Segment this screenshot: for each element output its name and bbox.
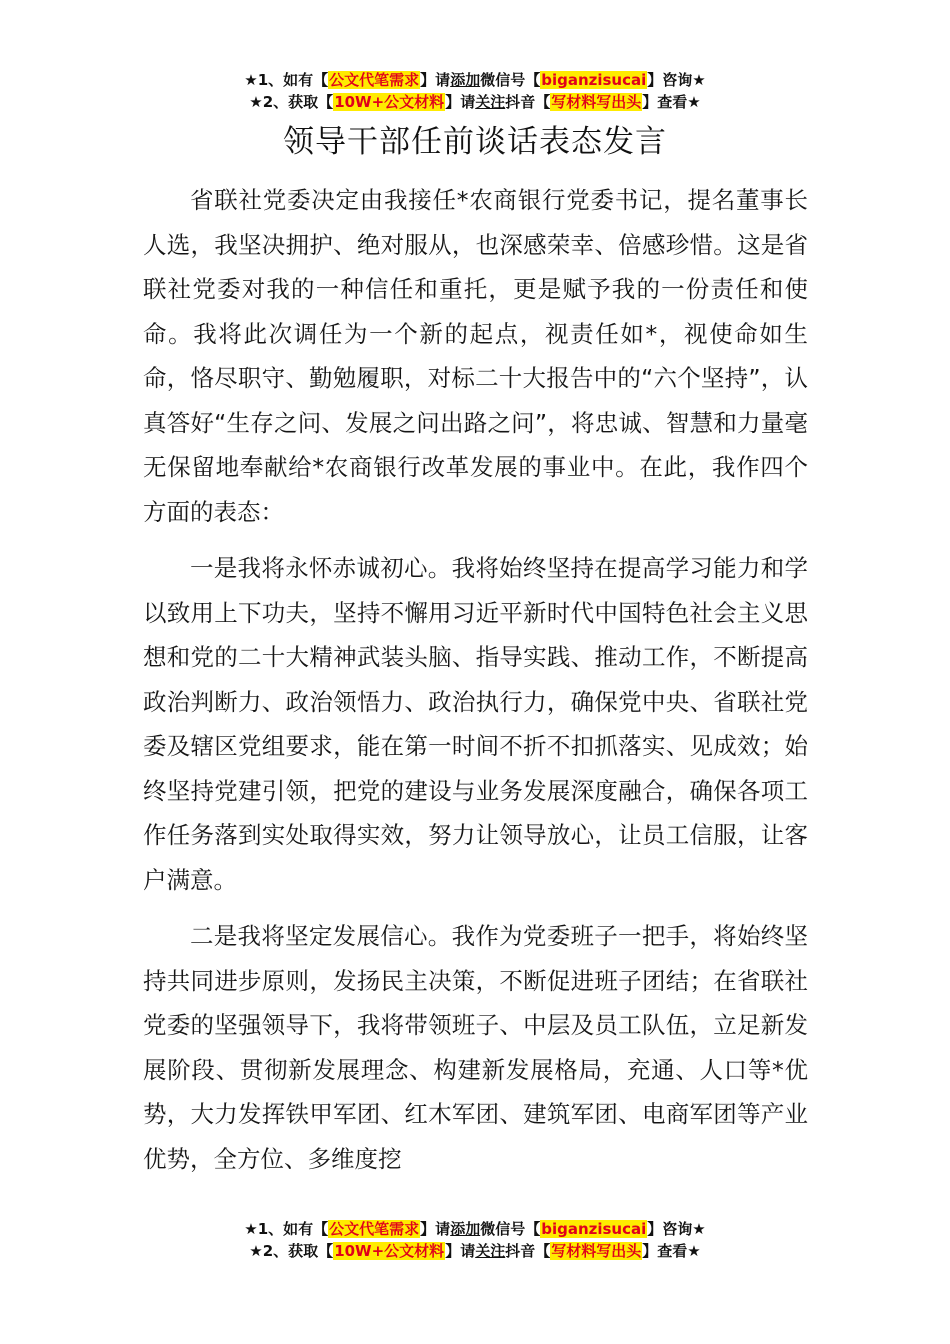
promo-text: 】请 (420, 1220, 451, 1238)
promo-text: 关注 (475, 1242, 506, 1260)
promo-line-2 (0, 1240, 950, 1262)
promo-text: 】查看★ (642, 93, 701, 111)
promo-highlight: 写材料写出头 (551, 93, 642, 111)
promo-highlight: biganzisucai (541, 71, 647, 89)
promo-text: 】请 (445, 1242, 476, 1260)
promo-text: 】咨询★ (647, 1220, 706, 1238)
promo-text: ★2、获取【 (249, 1242, 334, 1260)
document-body (143, 178, 808, 1181)
paragraph-point-one: 一是我将永怀赤诚初心。我将始终坚持在提高学习能力和学以致用上下功夫，坚持不懈用习近平新时代中国特色社会主义思想和党的二十大精神武装头脑、指导实践、推动工作，不断提高政治判断力、政治领悟力、政治执行力，确保党中央、省联社党委及辖区党组要求，能在第一时间不折不扣抓落实、见成效；始终坚持党建引领，把党的建设与业务发展深度融合，确保各项工作任务落到实处取得实效，努力让领导放心，让员工信服，让客户满意。 (143, 554, 808, 894)
promo-line-1 (0, 69, 950, 91)
promo-text: 关注 (475, 93, 506, 111)
promo-text: 】咨询★ (647, 71, 706, 89)
promo-highlight: 10W+公文材料 (334, 93, 445, 111)
promo-text: 】请 (445, 93, 476, 111)
promo-text: ★1、如有【 (244, 1220, 329, 1238)
promo-line-2 (0, 91, 950, 113)
promo-line-1 (0, 1218, 950, 1240)
promo-highlight: biganzisucai (541, 1220, 647, 1238)
top-promo-banner (0, 69, 950, 113)
promo-highlight: 公文代笔需求 (329, 1220, 420, 1238)
promo-text: 】请 (420, 71, 451, 89)
promo-text: ★1、如有【 (244, 71, 329, 89)
promo-text: 微信号【 (480, 71, 541, 89)
paragraph-intro: 省联社党委决定由我接任*农商银行党委书记，提名董事长人选，我坚决拥护、绝对服从，也深感荣幸、倍感珍惜。这是省联社党委对我的一种信任和重托，更是赋予我的一份责任和使命。我将此次调任为一个新的起点，视责任如*，视使命如生命，恪尽职守、勤勉履职，对标二十大报告中的“六个坚持”，认真答好“生存之问、发展之问出路之问”，将忠诚、智慧和力量毫无保留地奉献给*农商银行改革发展的事业中。在此，我作四个方面的表态： (143, 186, 808, 526)
promo-text: 抖音【 (505, 93, 551, 111)
promo-text: ★2、获取【 (249, 93, 334, 111)
promo-highlight: 10W+公文材料 (334, 1242, 445, 1260)
promo-highlight: 公文代笔需求 (329, 71, 420, 89)
bottom-promo-banner (0, 1218, 950, 1262)
promo-text: 抖音【 (505, 1242, 551, 1260)
promo-highlight: 写材料写出头 (551, 1242, 642, 1260)
document-title: 领导干部任前谈话表态发言 (283, 124, 667, 160)
paragraph-point-two: 二是我将坚定发展信心。我作为党委班子一把手，将始终坚持共同进步原则，发扬民主决策，不断促进班子团结；在省联社党委的坚强领导下，我将带领班子、中层及员工队伍，立足新发展阶段、贯彻新发展理念、构建新发展格局，充通、人口等*优势，大力发挥铁甲军团、红木军团、建筑军团、电商军团等产业优势，全方位、多维度挖 (143, 922, 808, 1173)
promo-text: 微信号【 (480, 1220, 541, 1238)
promo-text: 添加 (450, 71, 481, 89)
promo-text: 添加 (450, 1220, 481, 1238)
promo-text: 】查看★ (642, 1242, 701, 1260)
